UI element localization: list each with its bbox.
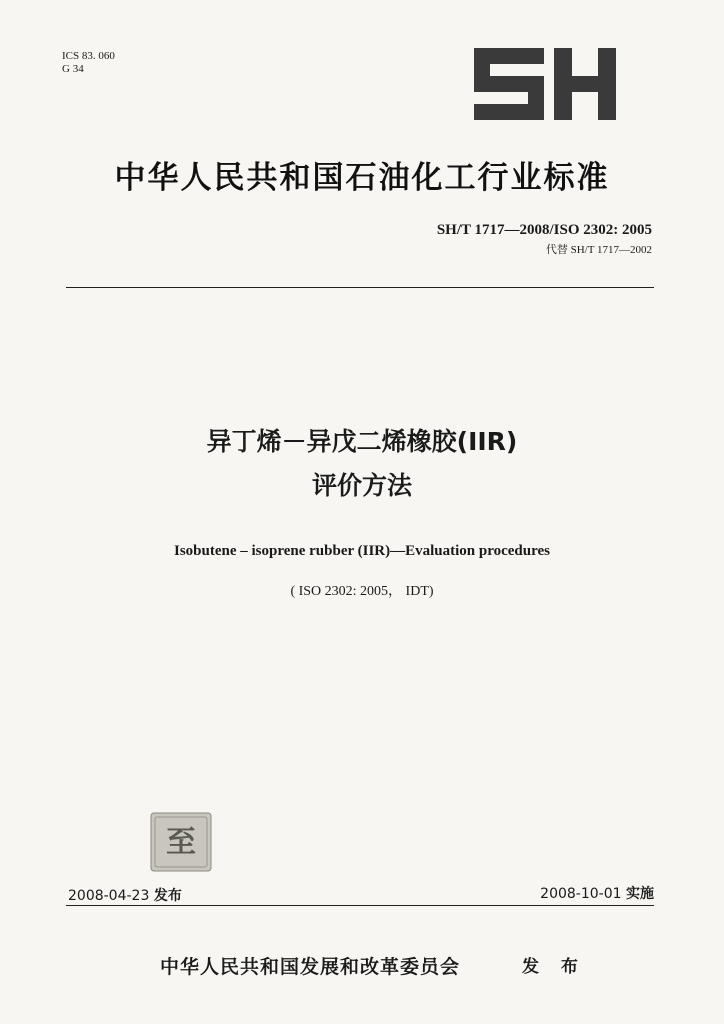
sh-logo — [474, 48, 616, 120]
logo-letter-h — [554, 48, 616, 120]
bottom-divider — [66, 905, 654, 906]
issue-date: 2008-04-23 — [68, 888, 150, 904]
issue-label: 发布 — [153, 888, 182, 904]
chinese-title — [0, 420, 724, 508]
ics-code: ICS 83. 060 — [62, 50, 115, 62]
english-title: Isobutene – isoprene rubber (IIR)—Evaluation procedures — [173, 543, 550, 559]
logo-letter-s — [474, 48, 544, 120]
implementation-date: 2008-10-01 — [540, 886, 622, 902]
standard-code: SH/T 1717—2008/ISO 2302: 2005 — [436, 222, 652, 238]
implementation-date-block — [540, 883, 654, 903]
seal-glyph: 至 — [166, 825, 196, 860]
publisher-seal — [150, 812, 212, 872]
publish-label: 发 布 — [522, 957, 586, 977]
chinese-title-line2: 评价方法 — [311, 471, 412, 500]
classification-codes — [62, 50, 115, 76]
issuing-authority: 中华人民共和国发展和改革委员会 — [160, 956, 461, 978]
standard-type-title: 中华人民共和国石油化工行业标准 — [114, 160, 610, 196]
issue-date-block — [68, 885, 182, 905]
ccs-code: G 34 — [62, 63, 84, 75]
replaces-code: 代替 SH/T 1717—2002 — [545, 244, 652, 256]
standard-code-block — [437, 222, 652, 257]
chinese-title-line1: 异丁烯－异戊二烯橡胶(IIR) — [206, 427, 518, 456]
implementation-label: 实施 — [626, 886, 654, 902]
iso-equivalence: ( ISO 2302: 2005， IDT) — [290, 584, 434, 599]
top-divider — [66, 287, 654, 288]
